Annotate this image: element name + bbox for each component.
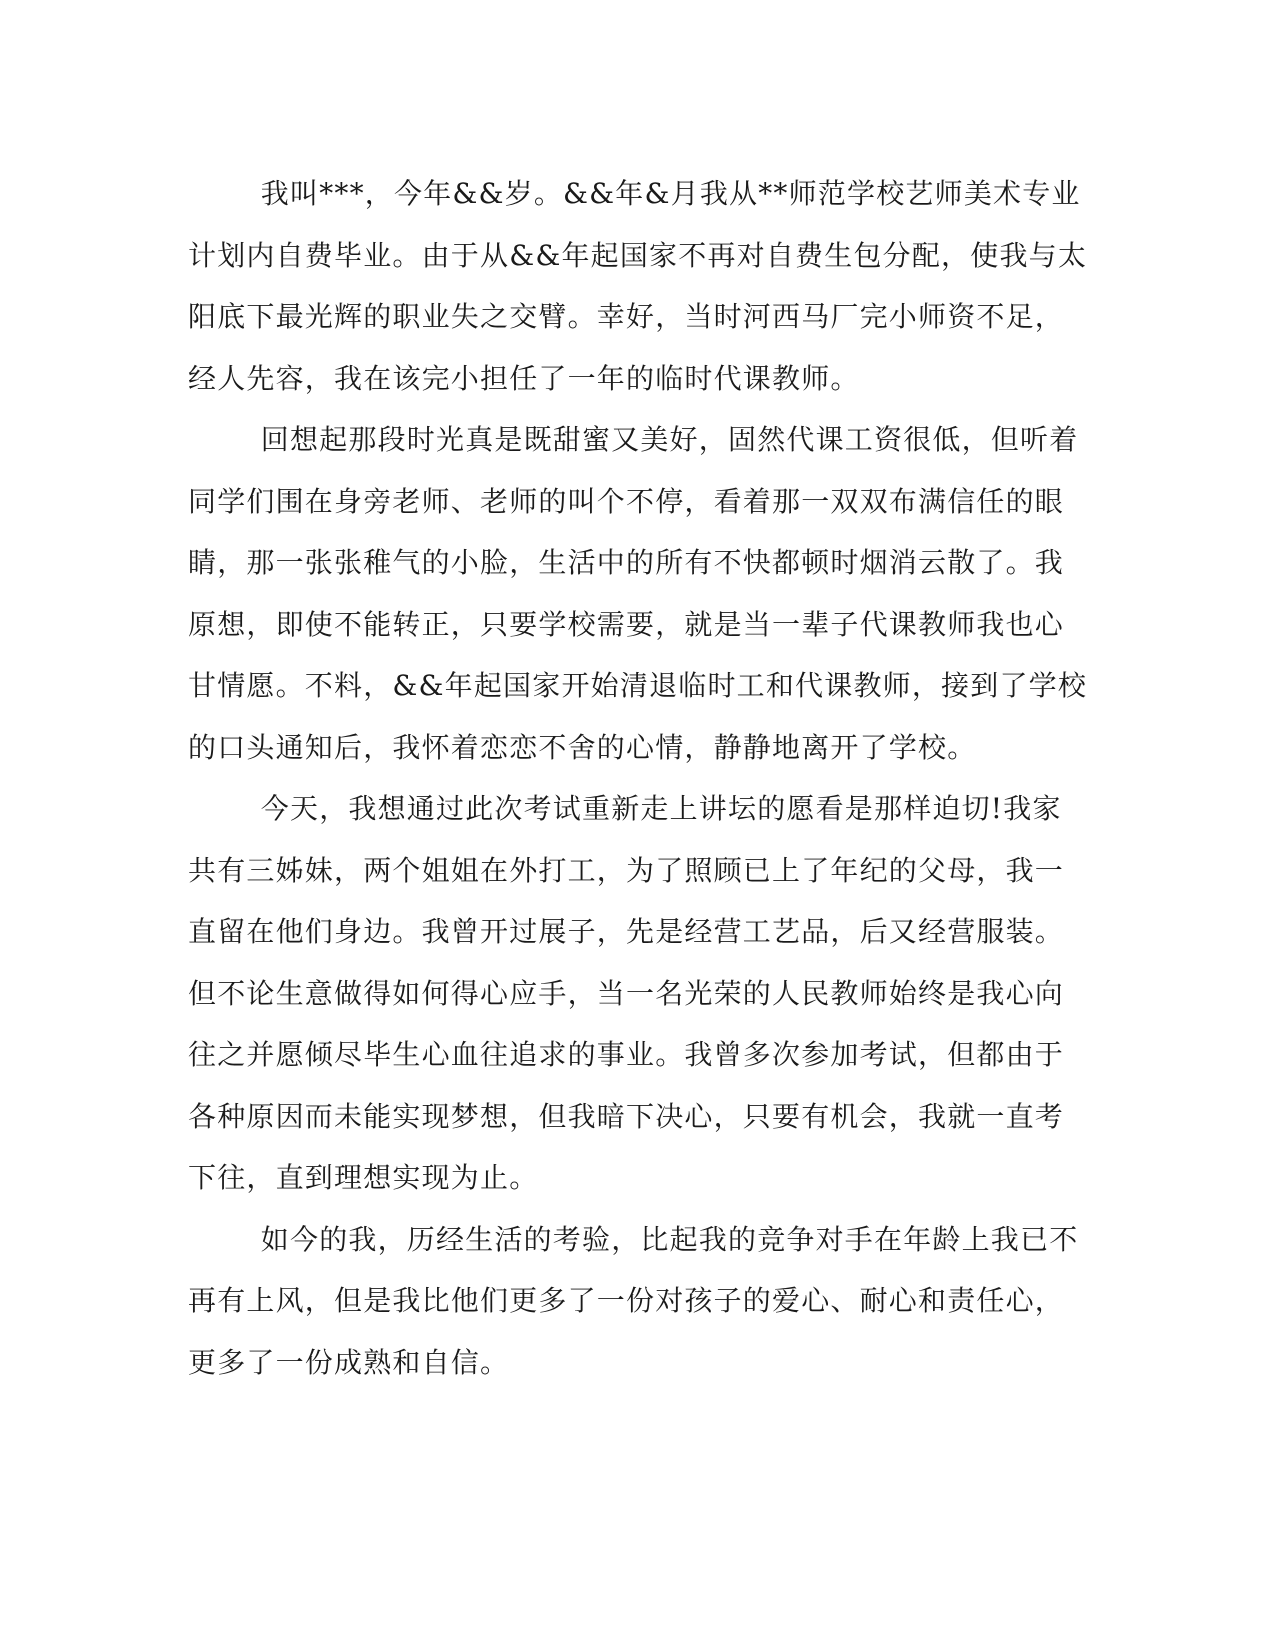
text-line: 经人先容，我在该完小担任了一年的临时代课教师。 [188, 361, 860, 395]
text-line: 如今的我，历经生活的考验，比起我的竞争对手在年龄上我已不 [260, 1222, 1079, 1256]
text-line: 回想起那段时光真是既甜蜜又美好，固然代课工资很低，但听着 [260, 423, 1079, 456]
paragraph-1 [188, 163, 1088, 409]
text-line: 的口头通知后，我怀着恋恋不舍的心情，静静地离开了学校。 [188, 730, 977, 764]
text-line: 下往，直到理想实现为止。 [188, 1161, 539, 1194]
text-line: 甘情愿。不料，&&年起国家开始清退临时工和代课教师，接到了学校 [188, 669, 1088, 702]
text-line: 今天，我想通过此次考试重新走上讲坛的愿看是那样迫切!我家 [260, 792, 1062, 825]
text-line: 更多了一份成熟和自信。 [188, 1345, 510, 1379]
text-line: 睛，那一张张稚气的小脸，生活中的所有不快都顿时烟消云散了。我 [188, 546, 1065, 579]
text-line: 直留在他们身边。我曾开过展子，先是经营工艺品，后又经营服装。 [188, 915, 1065, 948]
text-line: 再有上风，但是我比他们更多了一份对孩子的爱心、耐心和责任心， [188, 1284, 1065, 1317]
text-line: 同学们围在身旁老师、老师的叫个不停，看着那一双双布满信任的眼 [188, 484, 1065, 518]
paragraph-4 [188, 1209, 1079, 1394]
text-line: 阳底下最光辉的职业失之交臂。幸好，当时河西马厂完小师资不足， [188, 300, 1065, 333]
text-line: 原想，即使不能转正，只要学校需要，就是当一辈子代课教师我也心 [188, 607, 1065, 641]
text-line: 各种原因而未能实现梦想，但我暗下决心，只要有机会，我就一直考 [188, 1099, 1065, 1133]
document-body [188, 163, 1088, 1393]
paragraph-2 [188, 409, 1088, 778]
text-line: 但不论生意做得如何得心应手，当一名光荣的人民教师始终是我心向 [188, 976, 1065, 1010]
text-line: 共有三姊妹，两个姐姐在外打工，为了照顾已上了年纪的父母，我一 [188, 853, 1065, 887]
text-line: 计划内自费毕业。由于从&&年起国家不再对自费生包分配，使我与太 [188, 238, 1088, 272]
paragraph-3 [188, 778, 1068, 1209]
text-line: 往之并愿倾尽毕生心血往追求的事业。我曾多次参加考试，但都由于 [188, 1038, 1065, 1071]
text-line: 我叫***，今年&&岁。&&年&月我从**师范学校艺师美术专业 [260, 177, 1081, 210]
